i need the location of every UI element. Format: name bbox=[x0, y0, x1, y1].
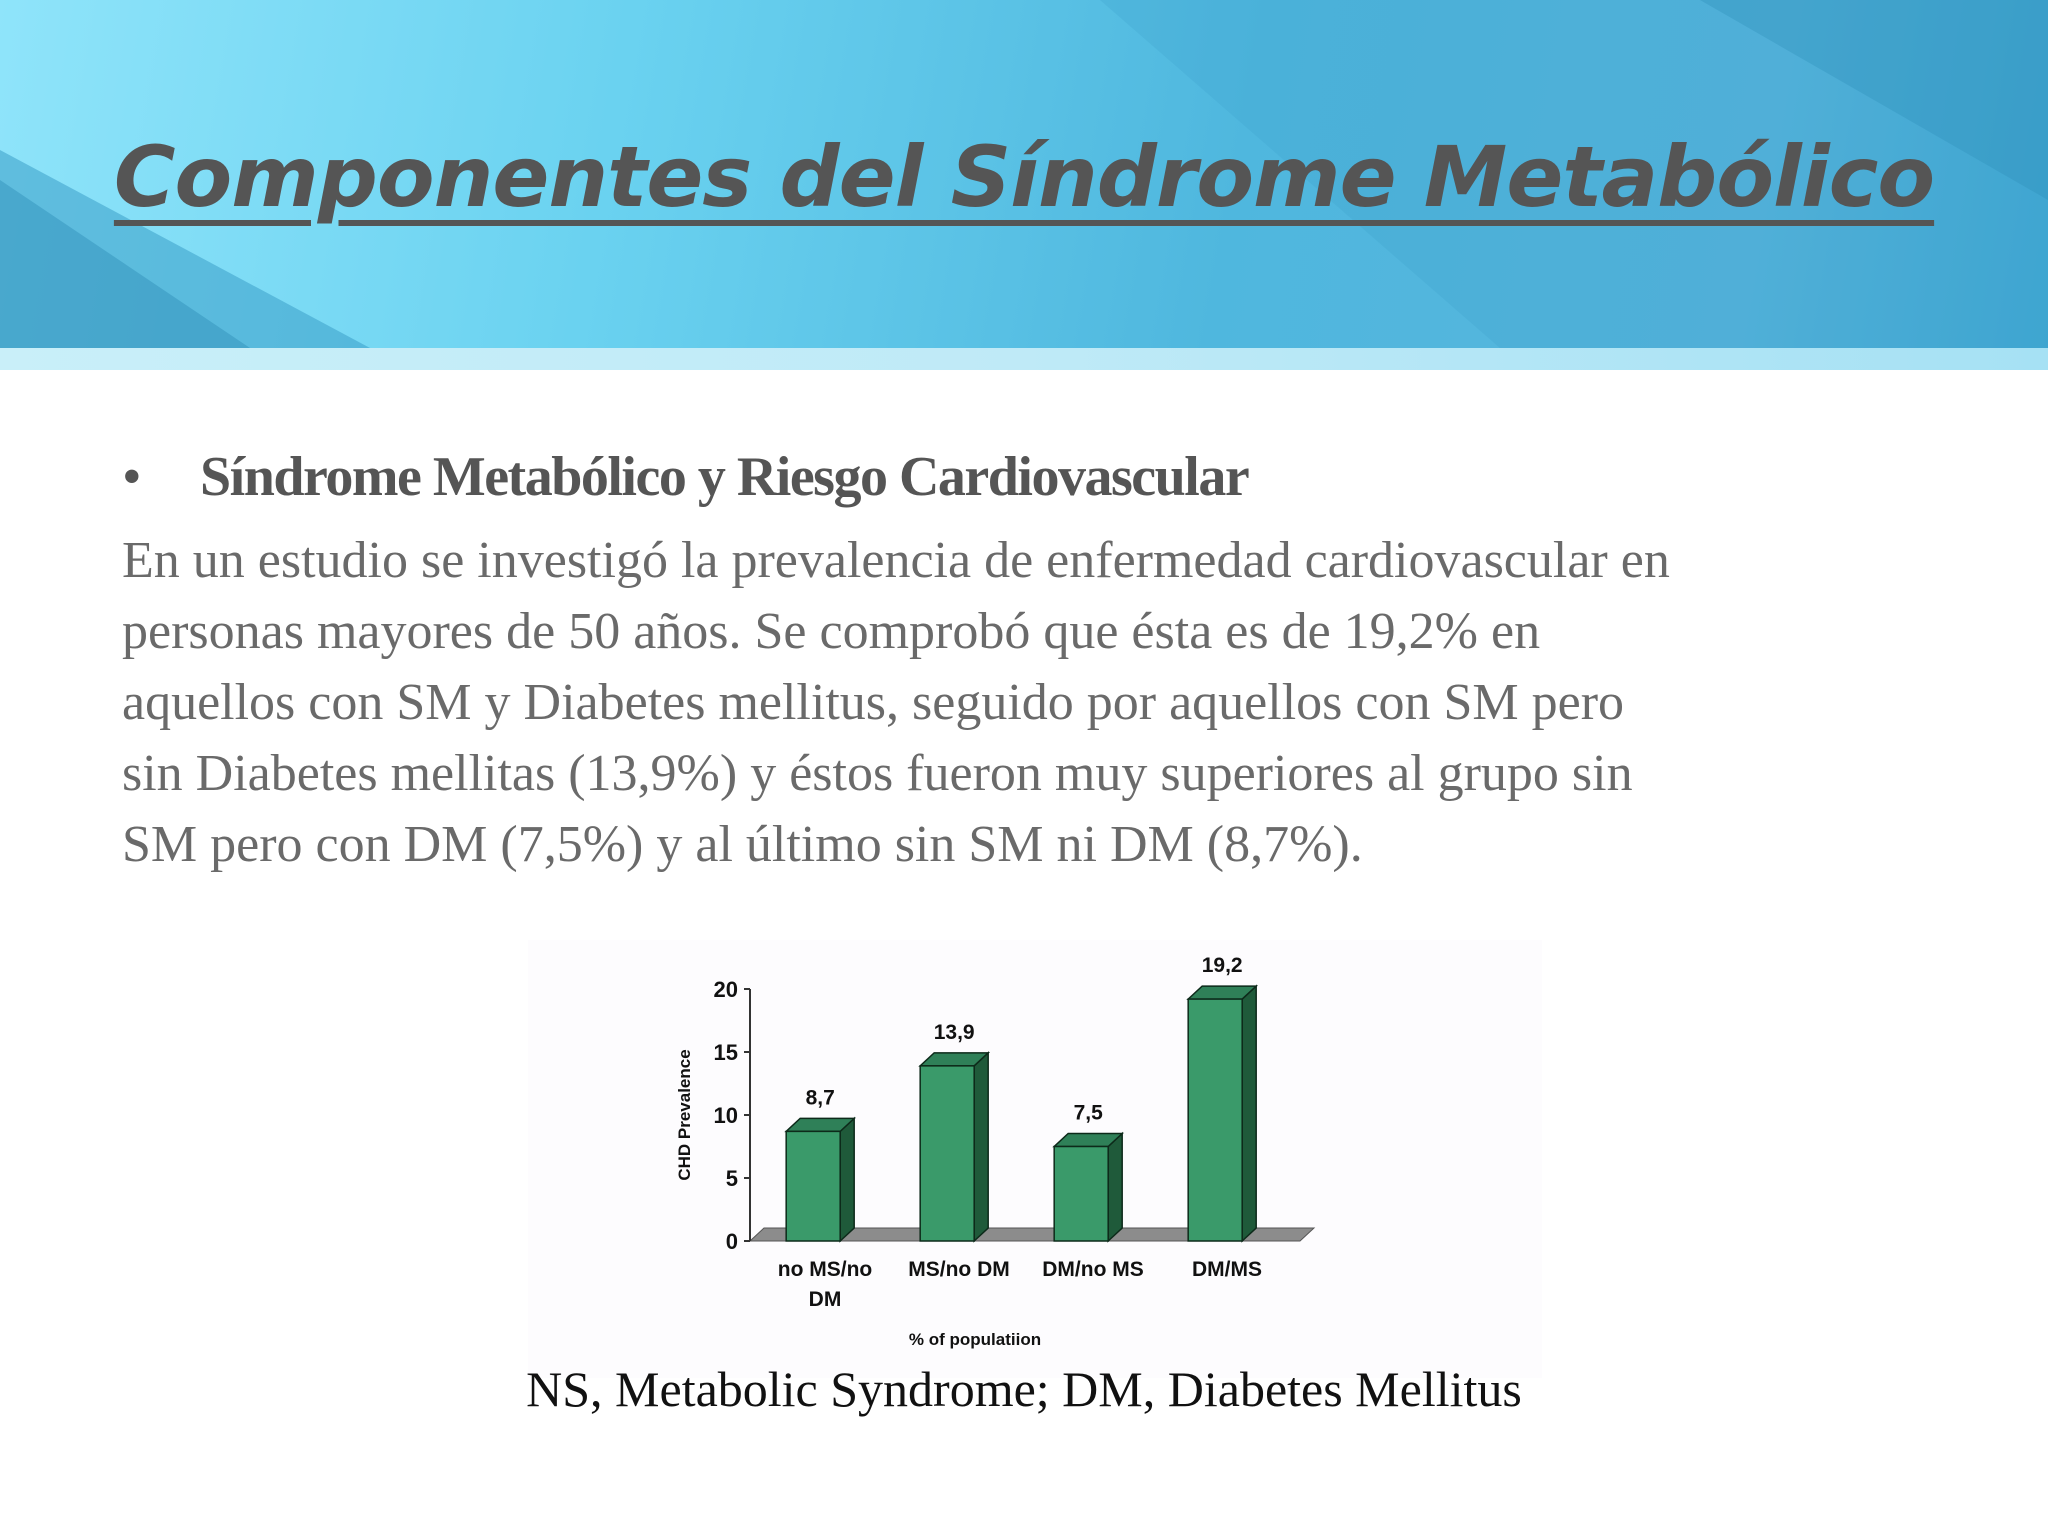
bar-side bbox=[974, 1053, 988, 1241]
bar-value-label: 13,9 bbox=[933, 1020, 975, 1044]
x-tick-label: DM/MS bbox=[1192, 1258, 1262, 1281]
bar bbox=[1188, 999, 1242, 1241]
body-paragraph bbox=[122, 525, 2002, 880]
x-tick-label: DM bbox=[808, 1288, 842, 1311]
bar-side bbox=[1242, 986, 1256, 1241]
body-line: sin Diabetes mellitas (13,9%) y éstos fueron muy superiores al grupo sin bbox=[122, 745, 1633, 802]
y-tick-label: 20 bbox=[713, 977, 738, 1002]
x-axis-title: % of populatiion bbox=[908, 1330, 1042, 1349]
bar bbox=[786, 1131, 840, 1241]
bar bbox=[920, 1066, 974, 1241]
body-line: aquellos con SM y Diabetes mellitus, seguido por aquellos con SM pero bbox=[122, 674, 1625, 731]
header-banner bbox=[0, 0, 2048, 370]
bar-value-label: 8,7 bbox=[805, 1086, 835, 1110]
header-band bbox=[0, 348, 2048, 370]
slide-title: Componentes del Síndrome Metabólico bbox=[113, 128, 1935, 226]
body-line: En un estudio se investigó la prevalencia de enfermedad cardiovascular en bbox=[122, 532, 1670, 589]
y-tick-label: 0 bbox=[725, 1229, 738, 1254]
bullet-marker: • bbox=[122, 446, 142, 508]
x-tick-label: DM/no MS bbox=[1042, 1258, 1144, 1281]
bullet-heading: Síndrome Metabólico y Riesgo Cardiovascular bbox=[200, 446, 1249, 508]
y-axis-title: CHD Prevalence bbox=[675, 1049, 694, 1181]
bar-side bbox=[840, 1118, 854, 1241]
y-tick-label: 15 bbox=[713, 1040, 738, 1065]
body-line: SM pero con DM (7,5%) y al último sin SM ni DM (8,7%). bbox=[122, 816, 1363, 873]
body-line: personas mayores de 50 años. Se comprobó que ésta es de 19,2% en bbox=[122, 603, 1541, 660]
x-tick-label: MS/no DM bbox=[908, 1258, 1010, 1281]
bar bbox=[1054, 1147, 1108, 1242]
bar-value-label: 7,5 bbox=[1073, 1101, 1103, 1125]
bar-side bbox=[1108, 1134, 1122, 1242]
chart-caption: NS, Metabolic Syndrome; DM, Diabetes Mellitus bbox=[526, 1361, 1522, 1417]
bar-chart bbox=[528, 940, 1542, 1378]
bar-value-label: 19,2 bbox=[1201, 954, 1243, 978]
chart-panel bbox=[528, 940, 1542, 1378]
y-tick-label: 5 bbox=[725, 1166, 738, 1191]
x-tick-label: no MS/no bbox=[777, 1258, 873, 1281]
y-tick-label: 10 bbox=[713, 1103, 738, 1128]
